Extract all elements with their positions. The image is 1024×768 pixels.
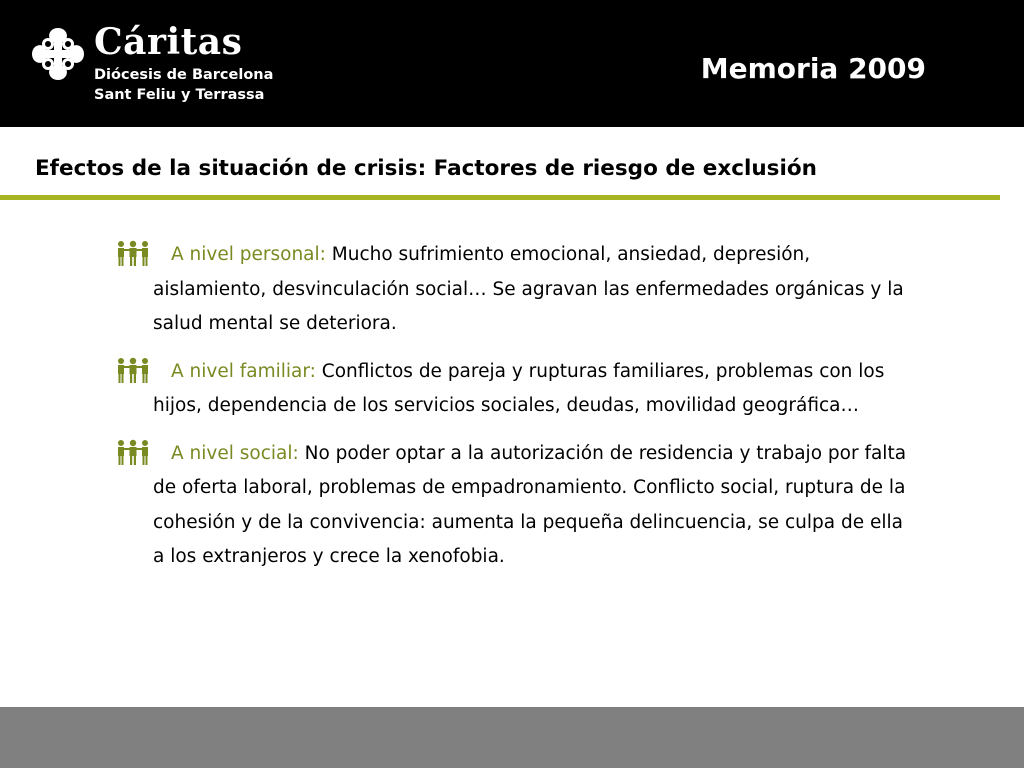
footer-bar [0,707,1024,768]
logo-subtitle-1: Diócesis de Barcelona [94,67,274,83]
logo-name: Cáritas [94,21,243,63]
point-text: No poder optar a la autorización de residencia y trabajo por falta de oferta laboral, problemas de empadronamiento. Conflicto social, ruptura de la cohesión y de la convivencia: aumenta la pequeña delincuencia, se culpa de ella a los extranjeros y crece la xenofobia. [153,442,907,567]
family-people-icon [115,240,151,268]
logo-subtitle-2: Sant Feliu y Terrassa [94,87,265,103]
bullet-point-familiar [115,355,915,424]
family-people-icon [115,357,151,385]
title-divider [0,195,1000,200]
bullet-point-personal [115,238,915,342]
bullet-point-social [115,437,915,575]
bullet-list [115,238,915,588]
header-bar [0,0,1024,127]
caritas-cross-icon [30,26,86,82]
caritas-logo [30,21,310,108]
family-people-icon [115,439,151,467]
point-text: Conflictos de pareja y rupturas familiares, problemas con los hijos, dependencia de los servicios sociales, deudas, movilidad geográfica… [153,360,885,416]
point-text: Mucho sufrimiento emocional, ansiedad, depresión, aislamiento, desvinculación social… Se agravan las enfermedades orgánicas y la salud mental se deteriora. [153,244,904,334]
header-title: Memoria 2009 [700,52,926,85]
point-label: A nivel familiar: [171,360,316,382]
point-label: A nivel personal: [171,244,326,265]
point-label: A nivel social: [171,442,299,464]
slide-title: Efectos de la situación de crisis: Factores de riesgo de exclusión [35,156,817,181]
